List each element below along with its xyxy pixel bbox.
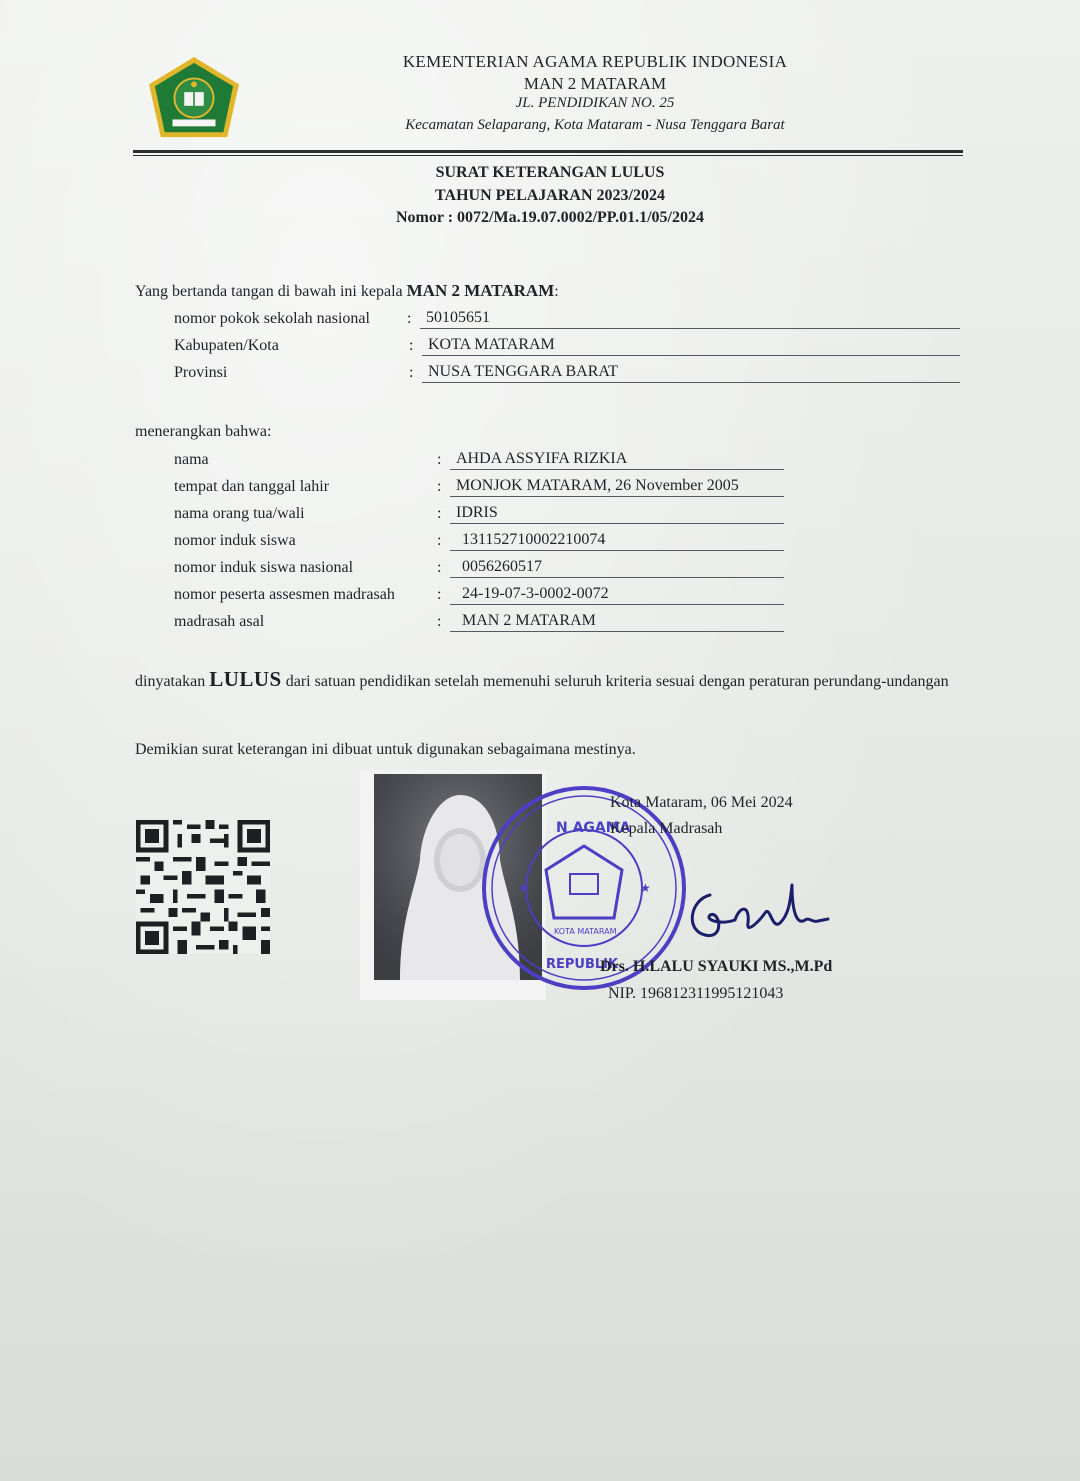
closing-statement: Demikian surat keterangan ini dibuat untuk digunakan sebagaimana mestinya.: [135, 741, 636, 758]
field-value: AHDA ASSYIFA RIZKIA: [450, 450, 784, 470]
field-label: nama orang tua/wali: [174, 505, 305, 522]
document-number: Nomor : 0072/Ma.19.07.0002/PP.01.1/05/2024: [396, 209, 704, 226]
intro-paragraph: [135, 281, 559, 301]
kemenag-emblem-icon: [145, 55, 243, 141]
header-rule-thin: [133, 155, 963, 156]
field-value: IDRIS: [450, 504, 784, 524]
qr-code-icon: [136, 820, 270, 954]
handwritten-signature: [680, 875, 830, 955]
statement-intro: menerangkan bahwa:: [135, 423, 272, 440]
signatory-name: Drs. H.LALU SYAUKI MS.,M.Pd: [600, 958, 833, 975]
result-prefix: dinyatakan: [135, 673, 206, 690]
field-colon: :: [437, 613, 442, 630]
intro-school: MAN 2 MATARAM: [406, 281, 555, 300]
field-label: nomor induk siswa nasional: [174, 559, 354, 576]
field-value: 131152710002210074: [450, 531, 784, 551]
field-value: KOTA MATARAM: [422, 336, 960, 356]
signature-title: Kepala Madrasah: [610, 820, 723, 837]
field-colon: :: [407, 310, 412, 327]
field-value: 24-19-07-3-0002-0072: [450, 585, 784, 605]
svg-text:★: ★: [640, 881, 651, 895]
intro-text: Yang bertanda tangan di bawah ini kepala: [135, 283, 403, 300]
field-colon: :: [437, 505, 442, 522]
header-ministry: KEMENTERIAN AGAMA REPUBLIK INDONESIA: [402, 52, 788, 71]
result-paragraph: [135, 668, 957, 693]
field-value: MONJOK MATARAM, 26 November 2005: [450, 477, 784, 497]
field-colon: :: [437, 451, 442, 468]
svg-text:N AGAMA: N AGAMA: [556, 820, 631, 836]
header-school: MAN 2 MATARAM: [523, 74, 667, 93]
field-label: Kabupaten/Kota: [174, 337, 279, 354]
field-colon: :: [409, 364, 414, 381]
field-value: 50105651: [420, 309, 960, 329]
field-colon: :: [437, 559, 442, 576]
academic-year: TAHUN PELAJARAN 2023/2024: [435, 187, 665, 204]
svg-text:KOTA MATARAM: KOTA MATARAM: [554, 927, 617, 936]
svg-text:REPUBLIK: REPUBLIK: [546, 957, 619, 972]
field-label: madrasah asal: [174, 613, 265, 630]
field-value: NUSA TENGGARA BARAT: [422, 363, 960, 383]
field-colon: :: [409, 337, 414, 354]
header-address: JL. PENDIDIKAN NO. 25: [515, 95, 675, 111]
field-label: nomor induk siswa: [174, 532, 296, 549]
result-word: LULUS: [209, 667, 282, 691]
header-district: Kecamatan Selaparang, Kota Mataram - Nusa Tenggara Barat: [405, 117, 785, 133]
result-suffix: dari satuan pendidikan setelah memenuhi seluruh kriteria sesuai dengan peraturan perundang-undangan: [285, 673, 949, 690]
field-colon: :: [437, 478, 442, 495]
field-colon: :: [437, 586, 442, 603]
header-rule-thick: [133, 150, 963, 153]
field-value: MAN 2 MATARAM: [450, 612, 784, 632]
field-label: Provinsi: [174, 364, 228, 381]
field-label: nomor pokok sekolah nasional: [174, 310, 370, 327]
svg-text:★: ★: [518, 881, 529, 895]
field-value: 0056260517: [450, 558, 784, 578]
document-title: SURAT KETERANGAN LULUS: [435, 164, 665, 181]
intro-suffix: :: [554, 283, 559, 300]
field-label: nomor peserta assesmen madrasah: [174, 586, 395, 603]
signatory-nip: NIP. 196812311995121043: [608, 985, 784, 1002]
field-label: tempat dan tanggal lahir: [174, 478, 330, 495]
field-label: nama: [174, 451, 209, 468]
signature-place-date: Kota Mataram, 06 Mei 2024: [610, 794, 793, 811]
field-colon: :: [437, 532, 442, 549]
